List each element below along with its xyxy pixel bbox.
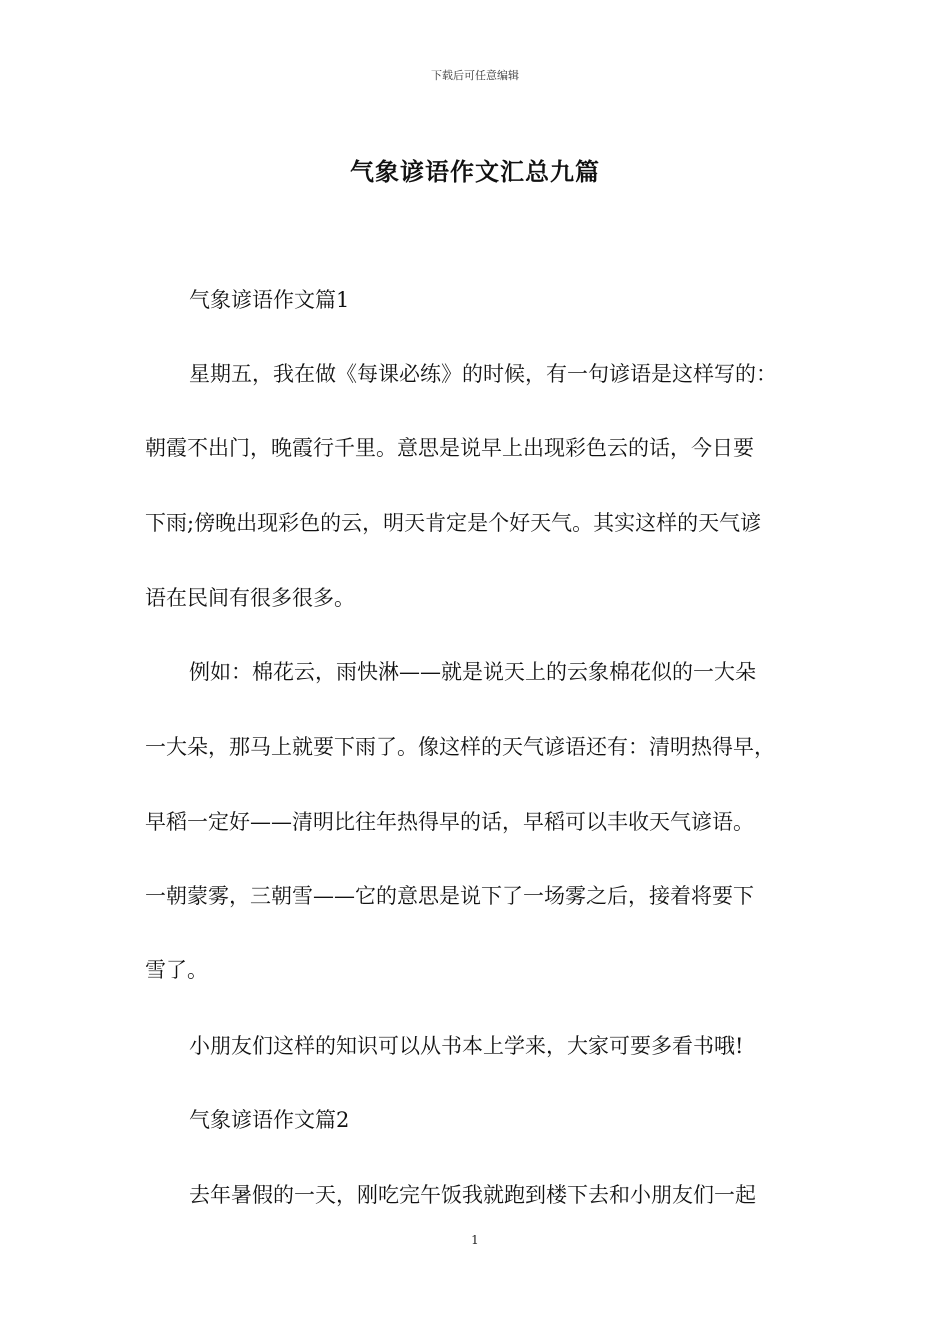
paragraph-line: 语在民间有很多很多。	[145, 586, 355, 610]
paragraph-line: 一大朵，那马上就要下雨了。像这样的天气谚语还有：清明热得早，	[145, 735, 775, 759]
paragraph-line: 例如：棉花云，雨快淋——就是说天上的云象棉花似的一大朵	[189, 660, 756, 684]
paragraph-line: 雪了。	[145, 958, 208, 982]
paragraph-line: 去年暑假的一天，刚吃完午饭我就跑到楼下去和小朋友们一起	[189, 1183, 756, 1207]
paragraph-line: 小朋友们这样的知识可以从书本上学来，大家可要多看书哦!	[189, 1034, 744, 1058]
paragraph-line: 一朝蒙雾，三朝雪——它的意思是说下了一场雾之后，接着将要下	[145, 884, 754, 908]
paragraph-line: 早稻一定好——清明比往年热得早的话，早稻可以丰收天气谚语。	[145, 810, 754, 834]
page-number: 1	[471, 1233, 479, 1247]
paragraph-line: 星期五，我在做《每课必练》的时候，有一句谚语是这样写的：	[189, 362, 777, 386]
header-note: 下载后可任意编辑	[431, 69, 519, 82]
document-title: 气象谚语作文汇总九篇	[350, 157, 600, 186]
paragraph-line: 朝霞不出门，晚霞行千里。意思是说早上出现彩色云的话，今日要	[145, 436, 754, 460]
section-heading-2: 气象谚语作文篇2	[189, 1108, 350, 1132]
paragraph-line: 下雨;傍晚出现彩色的云，明天肯定是个好天气。其实这样的天气谚	[145, 511, 762, 535]
section-heading-1: 气象谚语作文篇1	[189, 288, 350, 312]
